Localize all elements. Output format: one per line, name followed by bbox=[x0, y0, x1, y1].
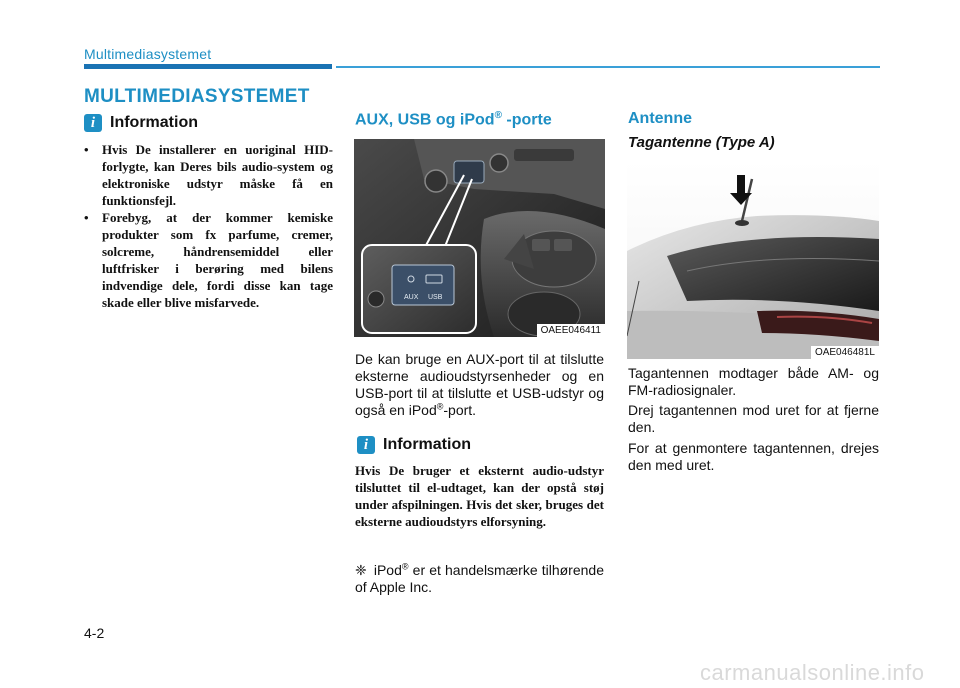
info-heading-col1 bbox=[84, 114, 198, 132]
registered-mark: ® bbox=[436, 401, 444, 412]
bullet-text: Hvis De installerer en uoriginal HID-forlygte, kan Deres bils audio-system og elektroniske udstyr måske få en funktionsfejl. bbox=[102, 142, 333, 208]
aux-label: AUX bbox=[404, 294, 419, 301]
antenna-paragraph: Drej tagantennen mod uret for at fjerne den. bbox=[628, 402, 879, 435]
car-console-illustration bbox=[354, 139, 605, 337]
info-heading-col2 bbox=[357, 436, 471, 454]
info-bullet-list bbox=[84, 141, 333, 311]
aux-usb-title bbox=[355, 110, 552, 129]
section-header: Multimediasystemet bbox=[84, 46, 212, 62]
registered-mark: ® bbox=[401, 561, 409, 572]
page-title: MULTIMEDIASYSTEMET bbox=[84, 86, 310, 107]
note-text: iPod bbox=[373, 562, 402, 578]
trademark-note bbox=[355, 562, 604, 596]
info-heading-label: Information bbox=[110, 114, 198, 131]
aux-usb-title-tail: -porte bbox=[501, 111, 552, 129]
antenna-figure bbox=[627, 161, 879, 359]
page-number: 4-2 bbox=[84, 625, 105, 641]
aux-usb-title-text: AUX, USB og iPod bbox=[355, 111, 495, 129]
aux-usb-figure bbox=[354, 139, 605, 337]
figure-code: OAE046481L bbox=[811, 346, 879, 359]
registered-mark: ® bbox=[494, 110, 502, 121]
aux-usb-body-text: De kan bruge en AUX-port til at tilslutte eksterne audioudstyrsenheder og en USB-port til at tilslutte et USB-udstyr og også en iPod bbox=[355, 351, 604, 418]
header-rule-light bbox=[336, 66, 880, 68]
roof-antenna-illustration bbox=[627, 161, 879, 359]
aux-usb-body bbox=[355, 351, 604, 419]
header-rule-dark bbox=[84, 64, 332, 69]
info-icon: i bbox=[84, 114, 102, 132]
note-tail: er et handelsmærke tilhørende of Apple Inc. bbox=[355, 562, 604, 595]
info-icon: i bbox=[357, 436, 375, 454]
usb-label: USB bbox=[428, 294, 443, 301]
info-body-col2: Hvis De bruger et eksternt audio-udstyr tilsluttet til el-udtaget, kan der opstå støj under afspilningen. Hvis det sker, bruges det eksterne audioudstyrs elforsyning. bbox=[355, 463, 604, 529]
aux-usb-body-tail: -port. bbox=[443, 402, 477, 418]
antenna-subtitle: Tagantenne (Type A) bbox=[628, 134, 775, 151]
list-item: • Hvis De installerer en uoriginal HID-forlygte, kan Deres bils audio-system og elektroniske udstyr måske få en funktionsfejl. bbox=[84, 142, 333, 208]
list-item: • Forebyg, at der kommer kemiske produkter som fx parfume, cremer, solcreme, håndrensemiddel eller luftfrisker i berøring med bilens indvendige dele, fordi disse kan tage skade eller blive misfarvede. bbox=[84, 210, 333, 310]
info-heading-label: Information bbox=[383, 436, 471, 453]
antenna-paragraph: For at genmontere tagantennen, drejes den med uret. bbox=[628, 440, 879, 473]
watermark: carmanualsonline.info bbox=[700, 660, 925, 685]
bullet-text: Forebyg, at der kommer kemiske produkter som fx parfume, cremer, solcreme, håndrensemiddel eller luftfrisker i berøring med bilens indvendige dele, fordi disse kan tage skade eller blive misfarvede. bbox=[102, 210, 333, 310]
figure-code: OAEE046411 bbox=[537, 324, 605, 337]
note-symbol: ❈ bbox=[355, 562, 367, 578]
antenna-title: Antenne bbox=[628, 110, 692, 127]
antenna-paragraph: Tagantennen modtager både AM- og FM-radiosignaler. bbox=[628, 365, 879, 398]
